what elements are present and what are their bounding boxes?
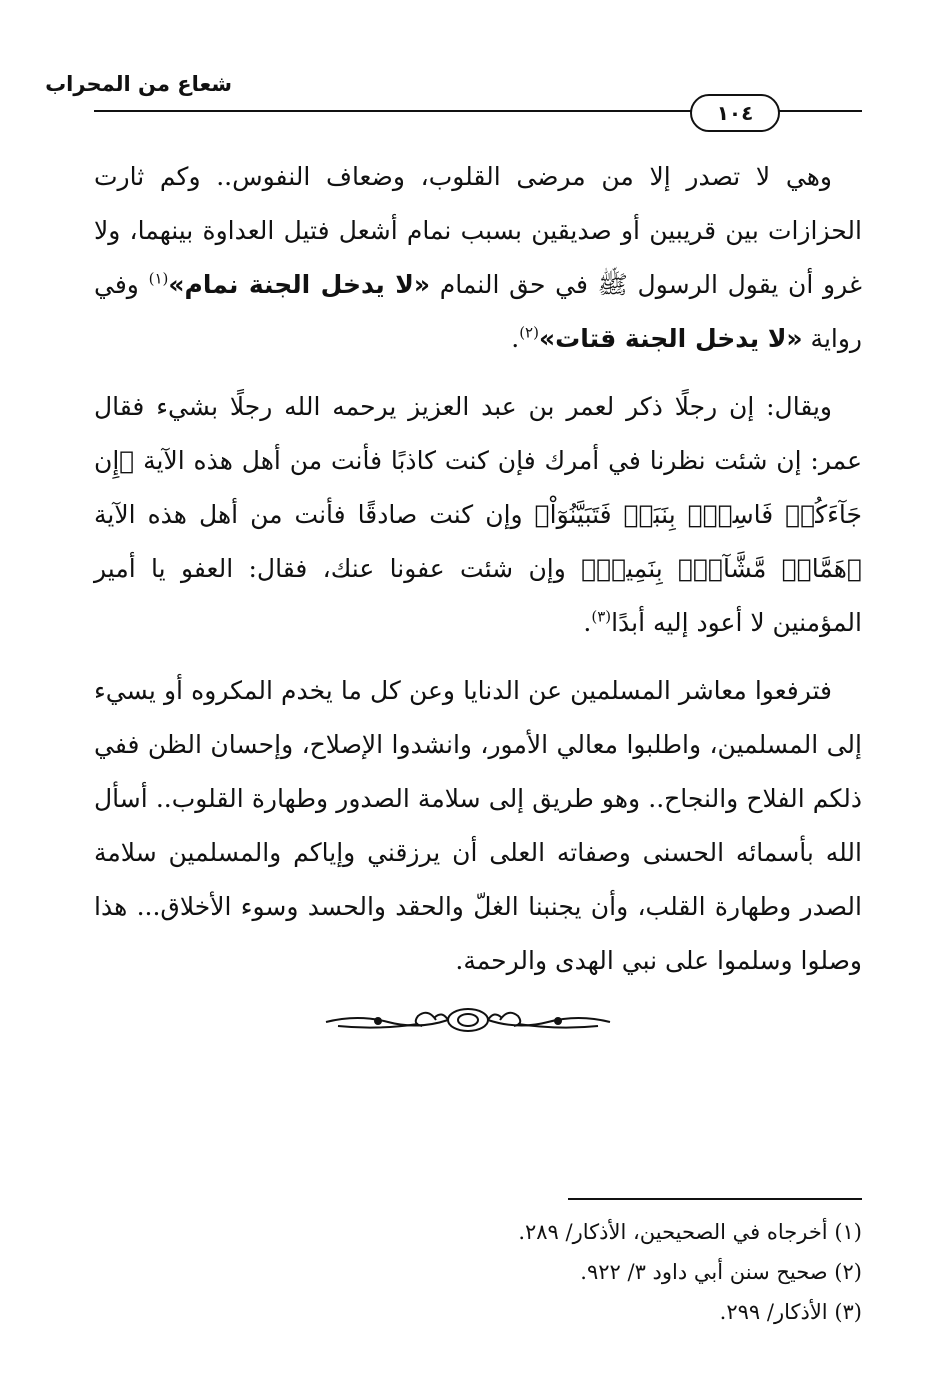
- footnote-ref-3: (٣): [591, 607, 612, 626]
- paragraph-2: [94, 380, 862, 650]
- body-text: [94, 150, 862, 1002]
- quran-verse-1: ﴿إِن جَآءَكُمۡ فَاسِقُۢ بِنَبَإٖ فَتَبَيَّنُوٓاْ﴾: [94, 446, 862, 529]
- footnote-rule: [568, 1198, 862, 1200]
- paragraph-1: [94, 150, 862, 366]
- paragraph-2-end: .: [583, 608, 592, 637]
- page-number-badge: [690, 94, 780, 132]
- hadith-quote-2: «لا يدخل الجنة قتات»: [538, 324, 803, 353]
- paragraph-2-between: وإن كنت صادقًا فأنت من أهل هذه الآية: [94, 500, 535, 529]
- paragraph-1-end: .: [511, 324, 520, 353]
- paragraph-1-middle: وفي رواية: [94, 270, 862, 353]
- paragraph-3: فترفعوا معاشر المسلمين عن الدنايا وعن كل ما يخدم المكروه أو يسيء إلى المسلمين، واطلبوا معالي الأمور، وانشدوا الإصلاح، وإحسان الظن ففي ذلكم الفلاح والنجاح.. وهو طريق إلى سلامة الصدور وطهارة القلوب.. أسأل الله بأسمائه الحسنى وصفاته العلى أن يرزقني وإياكم والمسلمين سلامة الصدر وطهارة القلب، وأن يجنبنا الغلّ والحقد والحسد وسوء الأخلاق... هذا وصلوا وسلموا على نبي الهدى والرحمة.: [94, 676, 862, 975]
- paragraph-2-text: ويقال: إن رجلًا ذكر لعمر بن عبد العزيز يرحمه الله رجلًا بشيء فقال عمر: إن شئت نظرنا في أمرك فإن كنت كاذبًا فأنت من أهل هذه الآية: [94, 392, 862, 475]
- footnote-3: (٣) الأذكار/ ٢٩٩.: [719, 1300, 862, 1324]
- paragraph-2-after: وإن شئت عفونا عنك، فقال: العفو يا أمير المؤمنين لا أعود إليه أبدًا: [94, 554, 862, 637]
- page-number: ١٠٤: [716, 101, 754, 125]
- ornament-divider: [318, 1004, 618, 1036]
- hadith-quote-1: «لا يدخل الجنة نمام»: [168, 270, 431, 299]
- paragraph-1-text: وهي لا تصدر إلا من مرضى القلوب، وضعاف النفوس.. وكم ثارت الحزازات بين قريبين أو صديقين بسبب نمام أشعل فتيل العداوة بينهما، ولا غرو أن يقول الرسول ﷺ في حق النمام: [94, 162, 862, 299]
- footnote-ref-1: (١): [148, 269, 169, 288]
- footnotes: [94, 1212, 862, 1332]
- footnote-ref-2: (٢): [519, 323, 539, 342]
- footnote-2: (٢) صحيح سنن أبي داود ٣/ ٩٢٢.: [580, 1260, 862, 1284]
- footnote-1: (١) أخرجاه في الصحيحين، الأذكار/ ٢٨٩.: [518, 1220, 862, 1244]
- running-header-title: شعاع من المحراب: [45, 72, 232, 96]
- quran-verse-2: ﴿هَمَّازٖ مَّشَّآءِۢ بِنَمِيمٖ﴾: [581, 554, 862, 583]
